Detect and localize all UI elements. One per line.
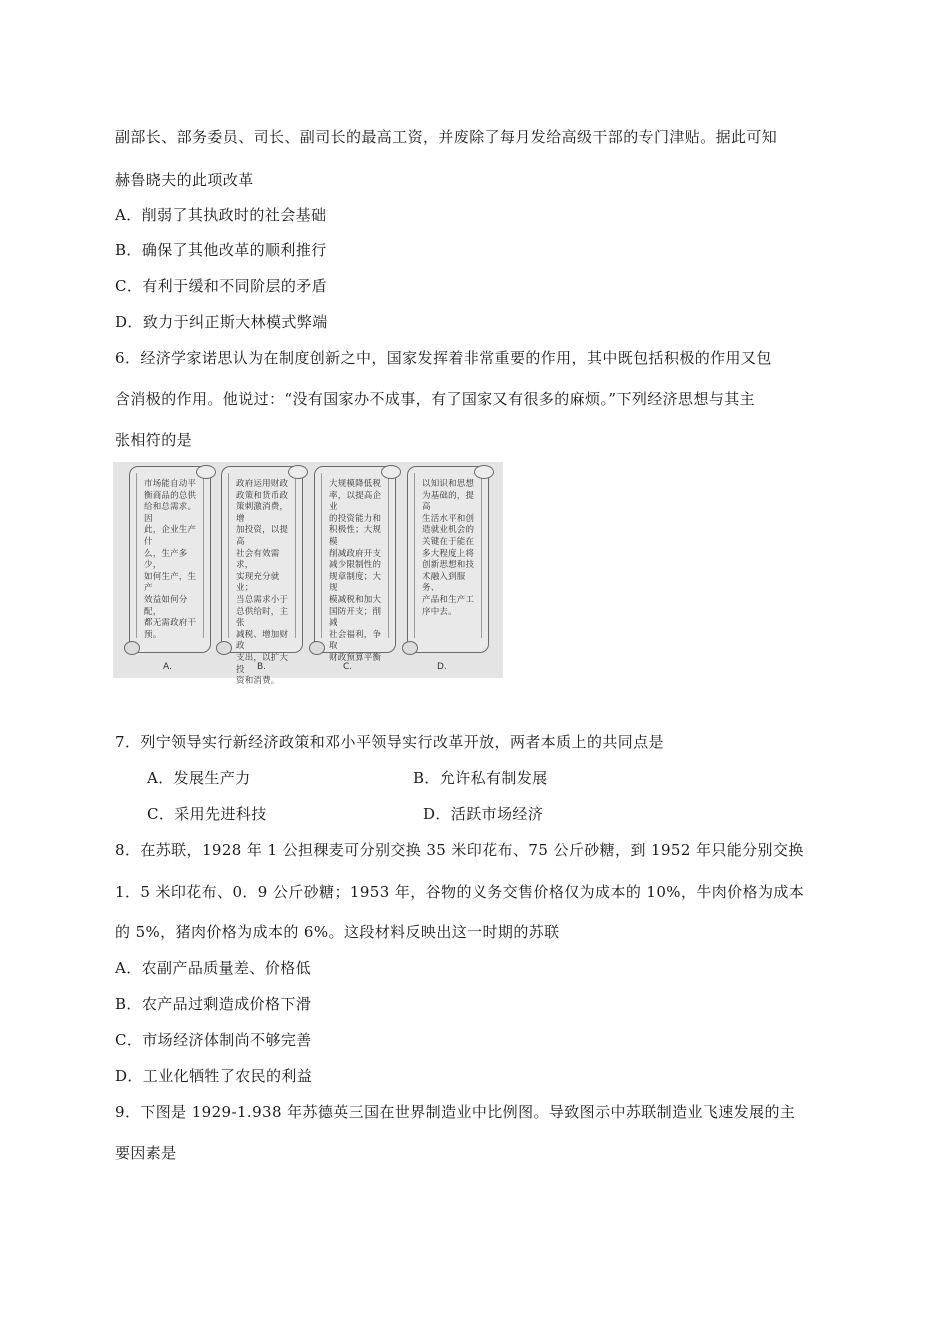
q8-stem-line1: 8．在苏联，1928 年 1 公担稞麦可分别交换 35 米印花布、75 公斤砂糖，到 1952 年只能分别交换 (115, 841, 804, 859)
q9-stem-line2: 要因素是 (115, 1144, 177, 1162)
scroll-b-text: 政府运用财政 政策和货币政 策刺激消费，增 加投资，以提高 社会有效需求， 实现充分就业； 当总需求小于 总供给时，主张 减税、增加财政 支出，以扩大投 资和消费。 (236, 479, 289, 687)
q5-option-a: A．削弱了其执政时的社会基础 (115, 206, 327, 224)
q9-stem-line1: 9．下图是 1929-1.938 年苏德英三国在世界制造业中比例图。导致图示中苏联制造业飞速发展的主 (115, 1103, 796, 1121)
scroll-b-label: B. (257, 662, 267, 672)
q6-stem-line1: 6．经济学家诺思认为在制度创新之中，国家发挥着非常重要的作用，其中既包括积极的作用又包 (115, 349, 772, 367)
scroll-c-label: C. (343, 662, 353, 672)
q8-stem-line3: 的 5%，猪肉价格为成本的 6%。这段材料反映出这一时期的苏联 (115, 923, 560, 941)
q8-option-b: B．农产品过剩造成价格下滑 (115, 995, 312, 1013)
q8-option-a: A．农副产品质量差、价格低 (115, 959, 312, 977)
scroll-d-text: 以知识和思想 为基础的，提高 生活水平和创 造就业机会的 关键在于能在 多大程度上将 创新思想和技 术融入到服务、 产品和生产工 序中去。 (422, 479, 475, 617)
scroll-a-label: A. (163, 662, 172, 672)
q8-stem-line2: 1．5 米印花布、0．9 公斤砂糖；1953 年，谷物的义务交售价格仅为成本的 10%，牛肉价格为成本 (115, 883, 805, 901)
scroll-a (129, 466, 211, 653)
q5-option-b: B．确保了其他改革的顺利推行 (115, 241, 327, 259)
q5-option-d: D．致力于纠正斯大林模式弊端 (115, 313, 328, 331)
q7-stem: 7．列宁领导实行新经济政策和邓小平领导实行改革开放，两者本质上的共同点是 (115, 733, 664, 751)
q5-stem-line2: 赫鲁晓夫的此项改革 (115, 171, 254, 189)
q8-option-c: C．市场经济体制尚不够完善 (115, 1031, 312, 1049)
q6-stem-line2: 含消极的作用。他说过：“没有国家办不成事，有了国家又有很多的麻烦。”下列经济思想与其主 (115, 390, 756, 408)
q5-option-c: C．有利于缓和不同阶层的矛盾 (115, 277, 328, 295)
q7-option-c: C．采用先进科技 (147, 805, 267, 823)
scroll-c-text: 大规模降低税 率，以提高企业 的投资能力和 积极性；大规模 削减政府开支 减少限制性的 规章制度；大规 模减税和加大 国防开支；削减 社会福利，争取 财政预算平衡 (329, 479, 382, 663)
scroll-a-text: 市场能自动平 衡商品的总供 给和总需求。因 此，企业生产什 么，生产多少， 如何生产，生产 效益如何分配， 都无需政府干 预。 (144, 479, 197, 640)
q7-option-b: B．允许私有制发展 (413, 769, 548, 787)
q5-stem-line1: 副部长、部务委员、司长、副司长的最高工资，并废除了每月发给高级干部的专门津贴。据此可知 (115, 128, 778, 146)
scroll-b (221, 466, 303, 687)
q8-option-d: D．工业化牺牲了农民的利益 (115, 1067, 313, 1085)
q7-option-d: D．活跃市场经济 (423, 805, 544, 823)
q7-option-a: A．发展生产力 (147, 769, 251, 787)
q6-stem-line3: 张相符的是 (115, 431, 193, 449)
scroll-c (314, 466, 396, 663)
scroll-d-label: D. (437, 662, 447, 672)
scroll-d (407, 466, 489, 653)
economic-thought-scrolls-figure (113, 462, 503, 687)
